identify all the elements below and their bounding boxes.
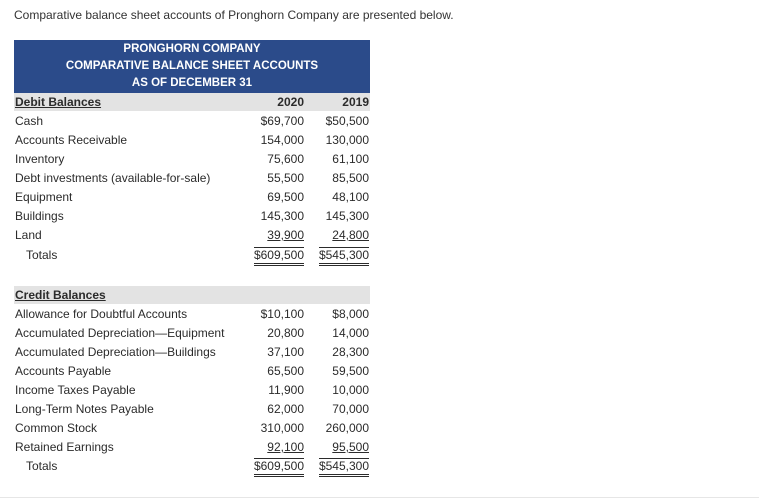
value-2020: 39,900 xyxy=(267,228,304,242)
value-2019: 10,000 xyxy=(332,383,369,397)
account-label: Common Stock xyxy=(15,421,98,435)
account-label: Long-Term Notes Payable xyxy=(15,402,154,416)
account-label: Debt investments (available-for-sale) xyxy=(15,171,211,185)
value-2019: 28,300 xyxy=(332,345,369,359)
value-2020: 11,900 xyxy=(268,383,304,397)
credit-heading: Credit Balances xyxy=(15,288,106,302)
value-2019: 145,300 xyxy=(325,209,369,223)
table-row xyxy=(14,112,370,131)
total-2020: $609,500 xyxy=(254,458,304,477)
table-row xyxy=(14,226,370,245)
account-label: Accounts Receivable xyxy=(15,133,128,147)
value-2019: 85,500 xyxy=(332,171,369,185)
credit-heading-row xyxy=(14,286,370,305)
table-row xyxy=(14,305,370,324)
table-row xyxy=(14,188,370,207)
value-2019: 61,100 xyxy=(332,152,369,166)
value-2019: 14,000 xyxy=(332,326,369,340)
total-2020: $609,500 xyxy=(254,247,304,266)
value-2020: 92,100 xyxy=(267,440,304,454)
account-label: Land xyxy=(15,228,42,242)
value-2020: 310,000 xyxy=(260,421,304,435)
year-2020-header: 2020 xyxy=(277,95,304,109)
debit-heading-row xyxy=(14,93,370,112)
value-2019: $50,500 xyxy=(325,114,369,128)
totals-label: Totals xyxy=(26,248,58,262)
account-label: Accumulated Depreciation—Buildings xyxy=(15,345,216,359)
value-2020: 20,800 xyxy=(267,326,304,340)
statement-date: AS OF DECEMBER 31 xyxy=(131,77,253,89)
statement-title: COMPARATIVE BALANCE SHEET ACCOUNTS xyxy=(65,60,319,72)
year-2019-header: 2019 xyxy=(342,95,369,109)
table-header xyxy=(14,40,370,93)
value-2019: 260,000 xyxy=(325,421,369,435)
value-2019: 59,500 xyxy=(332,364,369,378)
intro-text: Comparative balance sheet accounts of Pronghorn Company are presented below. xyxy=(14,8,454,22)
value-2020: 154,000 xyxy=(260,133,304,147)
account-label: Accumulated Depreciation—Equipment xyxy=(15,326,225,340)
company-name: PRONGHORN COMPANY xyxy=(123,43,261,55)
table-row xyxy=(14,343,370,362)
value-2019: 48,100 xyxy=(332,190,369,204)
table-row xyxy=(14,150,370,169)
table-row xyxy=(14,419,370,438)
value-2020: 55,500 xyxy=(267,171,304,185)
value-2019: 70,000 xyxy=(332,402,369,416)
table-row xyxy=(14,438,370,457)
value-2019: 130,000 xyxy=(325,133,369,147)
total-2019: $545,300 xyxy=(319,458,369,477)
account-label: Cash xyxy=(15,114,44,128)
table-row xyxy=(14,131,370,150)
table-row xyxy=(14,381,370,400)
account-label: Buildings xyxy=(15,209,64,223)
table-row xyxy=(14,400,370,419)
total-2019: $545,300 xyxy=(319,247,369,266)
value-2020: 69,500 xyxy=(267,190,304,204)
table-row xyxy=(14,362,370,381)
value-2020: 65,500 xyxy=(267,364,304,378)
account-label: Accounts Payable xyxy=(15,364,112,378)
value-2019: $8,000 xyxy=(332,307,369,321)
account-label: Equipment xyxy=(15,190,73,204)
value-2020: 37,100 xyxy=(267,345,304,359)
value-2020: $10,100 xyxy=(260,307,304,321)
value-2019: 24,800 xyxy=(332,228,369,242)
value-2020: $69,700 xyxy=(260,114,304,128)
totals-row xyxy=(14,246,370,265)
table-row xyxy=(14,169,370,188)
totals-label: Totals xyxy=(26,459,58,473)
value-2020: 145,300 xyxy=(260,209,304,223)
debit-heading: Debit Balances xyxy=(15,95,102,109)
value-2020: 75,600 xyxy=(267,152,304,166)
table-row xyxy=(14,324,370,343)
bottom-divider xyxy=(0,497,759,498)
account-label: Retained Earnings xyxy=(15,440,114,454)
account-label: Allowance for Doubtful Accounts xyxy=(15,307,188,321)
account-label: Inventory xyxy=(15,152,65,166)
totals-row xyxy=(14,457,370,476)
value-2019: 95,500 xyxy=(332,440,369,454)
value-2020: 62,000 xyxy=(267,402,304,416)
table-row xyxy=(14,207,370,226)
account-label: Income Taxes Payable xyxy=(15,383,136,397)
